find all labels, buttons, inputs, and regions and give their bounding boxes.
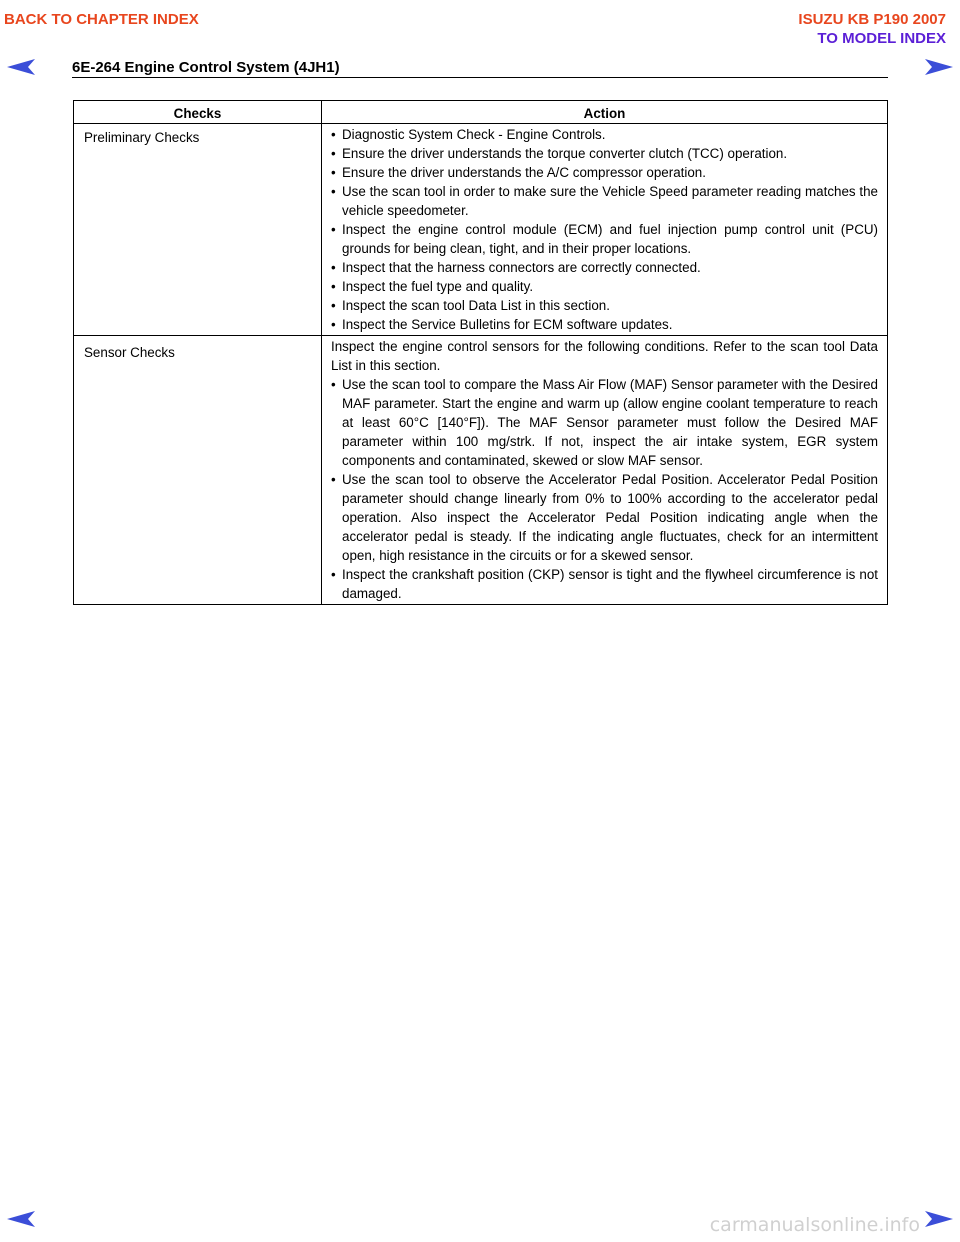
- to-model-index-link[interactable]: TO MODEL INDEX: [817, 30, 946, 47]
- prev-page-arrow-icon[interactable]: [6, 58, 36, 76]
- page-heading: 6E-264 Engine Control System (4JH1): [72, 59, 340, 76]
- checks-cell: Sensor Checks: [74, 336, 322, 605]
- list-item: • Ensure the driver understands the torque converter clutch (TCC) operation.: [331, 144, 878, 163]
- back-to-chapter-index-link[interactable]: BACK TO CHAPTER INDEX: [4, 11, 199, 28]
- next-page-arrow-icon[interactable]: [924, 58, 954, 76]
- column-header-checks: Checks: [74, 101, 322, 124]
- list-item: • Inspect the engine control module (ECM) and fuel injection pump control unit (PCU) grounds for being clean, tight, and in their proper locations.: [331, 220, 878, 258]
- action-cell: [322, 124, 888, 336]
- list-item: • Ensure the driver understands the A/C compressor operation.: [331, 163, 878, 182]
- model-title-link[interactable]: ISUZU KB P190 2007: [798, 11, 946, 28]
- list-item: • Inspect the crankshaft position (CKP) sensor is tight and the flywheel circumference is not damaged.: [331, 565, 878, 603]
- list-item: • Inspect the scan tool Data List in this section.: [331, 296, 878, 315]
- checks-action-table: [73, 100, 888, 605]
- next-page-arrow-icon[interactable]: [924, 1210, 954, 1228]
- column-header-action: Action: [322, 101, 888, 124]
- list-item: • Use the scan tool to observe the Accelerator Pedal Position. Accelerator Pedal Position parameter should change linearly from 0% to 100% according to the accelerator pedal operation. Also inspect the Accelerator Pedal Position indicating angle when the accelerator pedal is steady. If the indicating angle fluctuates, check for an intermittent open, high resistance in the circuits or for a skewed sensor.: [331, 470, 878, 565]
- table-header-row: [74, 101, 888, 124]
- action-bullet-list: [331, 125, 878, 334]
- list-item: • Use the scan tool in order to make sure the Vehicle Speed parameter reading matches the vehicle speedometer.: [331, 182, 878, 220]
- table-row: [74, 124, 888, 336]
- prev-page-arrow-icon[interactable]: [6, 1210, 36, 1228]
- watermark-text: carmanualsonline.info: [709, 1214, 920, 1236]
- list-item: • Inspect that the harness connectors are correctly connected.: [331, 258, 878, 277]
- action-cell: [322, 336, 888, 605]
- list-item: • Inspect the fuel type and quality.: [331, 277, 878, 296]
- action-intro-text: Inspect the engine control sensors for the following conditions. Refer to the scan tool Data List in this section.: [331, 339, 878, 373]
- list-item: • Inspect the Service Bulletins for ECM software updates.: [331, 315, 878, 334]
- checks-cell: Preliminary Checks: [74, 124, 322, 336]
- table-row: [74, 336, 888, 605]
- list-item: • Diagnostic System Check - Engine Controls.: [331, 125, 878, 144]
- heading-divider: [72, 77, 888, 78]
- list-item: • Use the scan tool to compare the Mass Air Flow (MAF) Sensor parameter with the Desired MAF parameter. Start the engine and warm up (allow engine coolant temperature to reach at least 60°C [140°F]). The MAF Sensor parameter must follow the Desired MAF parameter within 100 mg/strk. If not, inspect the air intake system, EGR system components and contaminated, skewed or slow MAF sensor.: [331, 375, 878, 470]
- action-bullet-list: [331, 375, 878, 603]
